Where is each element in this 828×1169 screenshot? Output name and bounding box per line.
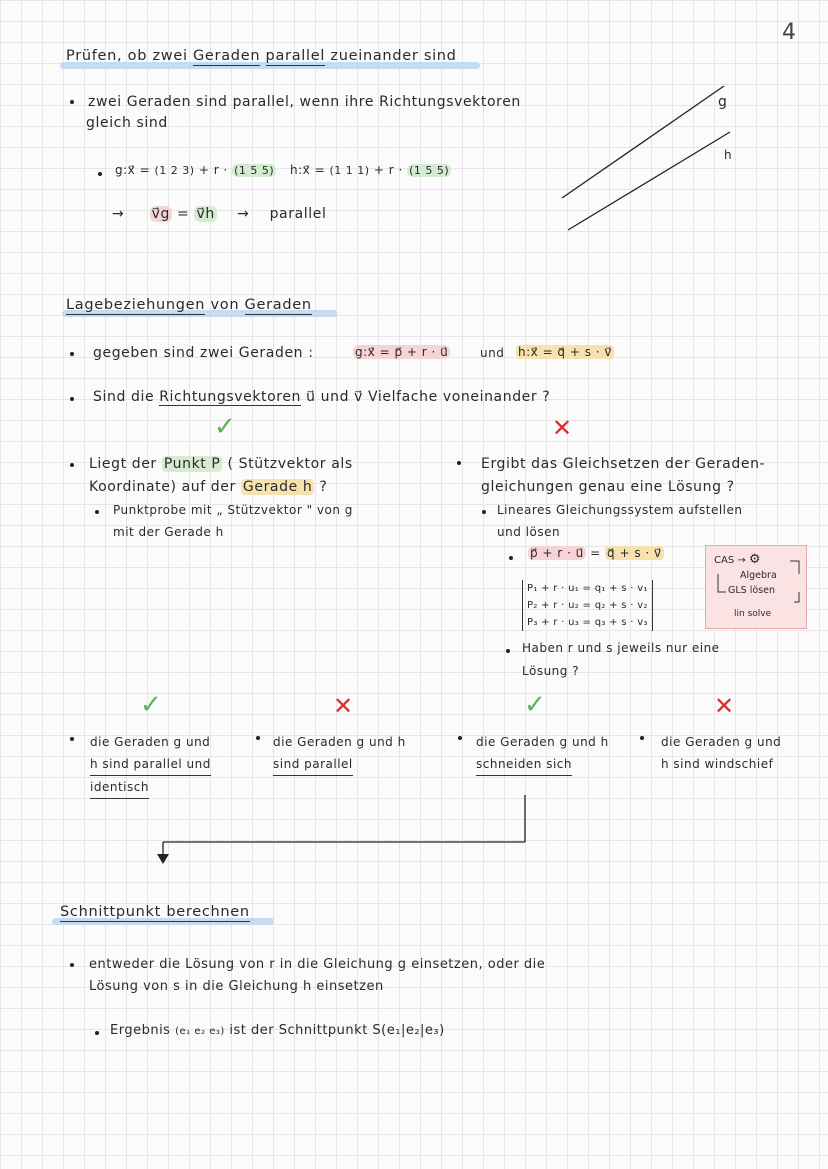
right-sub-line1: Lineares Gleichungssystem aufstellen bbox=[497, 503, 743, 517]
bullet-dot bbox=[70, 397, 74, 401]
question-text: Sind die bbox=[93, 389, 160, 405]
flow-arrow bbox=[150, 790, 540, 870]
lgs-left: p⃗ + r · u⃗ bbox=[530, 546, 584, 560]
cas-note-box bbox=[705, 545, 807, 629]
bullet-dot bbox=[70, 737, 74, 741]
outcome-line: sind parallel bbox=[273, 753, 353, 776]
bullet-dot bbox=[95, 1031, 99, 1035]
outcome-line: die Geraden g und h bbox=[476, 735, 609, 749]
vector-vh: v⃗h bbox=[196, 206, 215, 222]
eq-g-support-vector: (1 2 3) bbox=[154, 164, 195, 177]
outcome-skew bbox=[661, 731, 781, 775]
s3-line2: Lösung von s in die Gleichung h einsetzen bbox=[89, 979, 384, 994]
outcome-line: h sind parallel und bbox=[90, 753, 211, 776]
cas-linsolve: lin solve bbox=[734, 609, 772, 619]
given-h-eq: h:x⃗ = q⃗ + s · v⃗ bbox=[518, 345, 613, 359]
outcome-line: h sind windschief bbox=[661, 757, 774, 771]
given-and: und bbox=[480, 346, 505, 360]
eq-h-direction-vector: (1 5 5) bbox=[409, 164, 450, 177]
outcome-line: die Geraden g und bbox=[90, 735, 211, 749]
left-question-line2 bbox=[89, 479, 327, 495]
cross-icon: ✕ bbox=[333, 692, 354, 720]
text: ? bbox=[314, 479, 328, 495]
title-text: von bbox=[205, 297, 245, 313]
bullet-dot bbox=[70, 100, 74, 104]
eq-g-label: g:x⃗ = bbox=[115, 163, 151, 177]
equals-sign: = bbox=[177, 206, 190, 222]
outcome-line: schneiden sich bbox=[476, 753, 572, 776]
eq-h bbox=[290, 163, 451, 177]
lgs-row-3: P₃ + r · u₃ = q₃ + s · v₃ bbox=[527, 617, 648, 628]
title-underlined-1: Lagebeziehungen bbox=[66, 297, 206, 313]
check-icon: ✓ bbox=[140, 690, 162, 720]
result-text: Ergebnis bbox=[110, 1023, 171, 1038]
outcome-identical bbox=[90, 731, 211, 799]
lgs-equals: = bbox=[590, 546, 601, 560]
text: Koordinate) auf der bbox=[89, 479, 241, 495]
bullet-dot bbox=[509, 556, 513, 560]
parallel-conclusion: parallel bbox=[269, 206, 327, 222]
result-vector: (e₁ e₂ e₃) bbox=[175, 1026, 225, 1037]
lgs-row-1: P₁ + r · u₁ = q₁ + s · v₁ bbox=[527, 583, 648, 594]
gear-icon: ⚙ bbox=[748, 552, 761, 567]
bullet-dot bbox=[482, 510, 486, 514]
check-icon: ✓ bbox=[214, 412, 236, 442]
bullet-dot bbox=[95, 510, 99, 514]
right-sub-line2: und lösen bbox=[497, 525, 561, 539]
outcome-parallel bbox=[273, 731, 406, 776]
title-text bbox=[260, 48, 265, 64]
s1-conclusion-row bbox=[112, 206, 326, 222]
left-sub-line1: Punktprobe mit „ Stützvektor " von g bbox=[113, 503, 353, 517]
cas-title-text: CAS → bbox=[714, 555, 746, 566]
title-underlined-2: parallel bbox=[265, 48, 326, 64]
line-h bbox=[568, 132, 733, 230]
title-underlined-2: Geraden bbox=[244, 297, 312, 313]
bullet-dot bbox=[506, 649, 510, 653]
gerade-h-highlight: Gerade h bbox=[242, 479, 313, 495]
parallel-lines-diagram bbox=[540, 80, 780, 240]
cross-icon: ✕ bbox=[552, 414, 573, 442]
diagram-label-g: g bbox=[718, 94, 728, 110]
lgs-equation bbox=[528, 546, 664, 560]
s3-result bbox=[110, 1023, 445, 1038]
text: ( Stützvektor als bbox=[222, 456, 353, 472]
lgs-right: q⃗ + s · v⃗ bbox=[607, 546, 662, 560]
bullet-dot bbox=[256, 736, 260, 740]
text: Liegt der bbox=[89, 456, 162, 472]
bullet-dot bbox=[458, 736, 462, 740]
arrow-right-icon: → bbox=[237, 206, 250, 222]
bullet-dot bbox=[640, 736, 644, 740]
lgs-system bbox=[522, 580, 653, 631]
outcome-intersect bbox=[476, 731, 609, 776]
section1-title bbox=[66, 48, 457, 64]
result-text: ist der Schnittpunkt S(e₁|e₂|e₃) bbox=[229, 1023, 445, 1038]
arrow-right-icon: → bbox=[112, 206, 125, 222]
eq-g-plus: + r · bbox=[198, 163, 228, 177]
given-g-eq: g:x⃗ = p⃗ + r · u⃗ bbox=[355, 345, 449, 359]
s1-bullet1-line1: zwei Geraden sind parallel, wenn ihre Richtungsvektoren bbox=[88, 94, 521, 110]
vector-vg: v⃗g bbox=[151, 206, 170, 222]
left-sub-line2: mit der Gerade h bbox=[113, 525, 224, 539]
cas-algebra: Algebra bbox=[740, 570, 777, 581]
outcome-line: identisch bbox=[90, 776, 149, 799]
rs-question-line2: Lösung ? bbox=[522, 664, 580, 678]
eq-g bbox=[115, 163, 276, 177]
given-text: gegeben sind zwei Geraden : bbox=[93, 345, 314, 361]
cas-bracket-lines bbox=[706, 546, 806, 628]
given-g bbox=[353, 345, 450, 359]
question-direction-vectors bbox=[93, 389, 550, 405]
title-text: Prüfen, ob zwei bbox=[66, 48, 193, 64]
rs-question-line1: Haben r und s jeweils nur eine bbox=[522, 641, 720, 655]
cross-icon: ✕ bbox=[714, 692, 735, 720]
s3-line1: entweder die Lösung von r in die Gleichung g einsetzen, oder die bbox=[89, 957, 546, 972]
section2-title bbox=[66, 297, 312, 313]
eq-g-direction-vector: (1 5 5) bbox=[234, 164, 275, 177]
right-question-line1: Ergibt das Gleichsetzen der Geraden- bbox=[481, 456, 766, 472]
check-icon: ✓ bbox=[524, 690, 546, 720]
eq-h-label: h:x⃗ = bbox=[290, 163, 326, 177]
eq-h-support-vector: (1 1 1) bbox=[329, 164, 370, 177]
s1-bullet1-line2: gleich sind bbox=[86, 115, 168, 131]
diagram-label-h: h bbox=[724, 148, 733, 162]
right-question-line2: gleichungen genau eine Lösung ? bbox=[481, 479, 735, 495]
outcome-line: die Geraden g und h bbox=[273, 735, 406, 749]
left-question-line1 bbox=[89, 456, 353, 472]
section3-title bbox=[60, 904, 250, 920]
bullet-dot bbox=[70, 463, 74, 467]
title-text: zueinander sind bbox=[325, 48, 457, 64]
bullet-dot bbox=[98, 172, 102, 176]
eq-h-plus: + r · bbox=[373, 163, 403, 177]
title-underlined-1: Geraden bbox=[193, 48, 261, 64]
cas-gls: GLS lösen bbox=[728, 585, 775, 596]
point-p-highlight: Punkt P bbox=[163, 456, 221, 472]
bullet-dot bbox=[70, 352, 74, 356]
line-g bbox=[562, 86, 724, 198]
bullet-dot bbox=[70, 963, 74, 967]
question-text: u⃗ und v⃗ Vielfache voneinander ? bbox=[301, 389, 551, 405]
given-h bbox=[516, 345, 614, 359]
page-number: 4 bbox=[782, 20, 796, 45]
section3-title-text: Schnittpunkt berechnen bbox=[60, 904, 250, 920]
question-underlined: Richtungsvektoren bbox=[159, 389, 302, 405]
lgs-row-2: P₂ + r · u₂ = q₂ + s · v₂ bbox=[527, 600, 648, 611]
bullet-dot bbox=[457, 461, 461, 465]
outcome-line: die Geraden g und bbox=[661, 735, 782, 749]
